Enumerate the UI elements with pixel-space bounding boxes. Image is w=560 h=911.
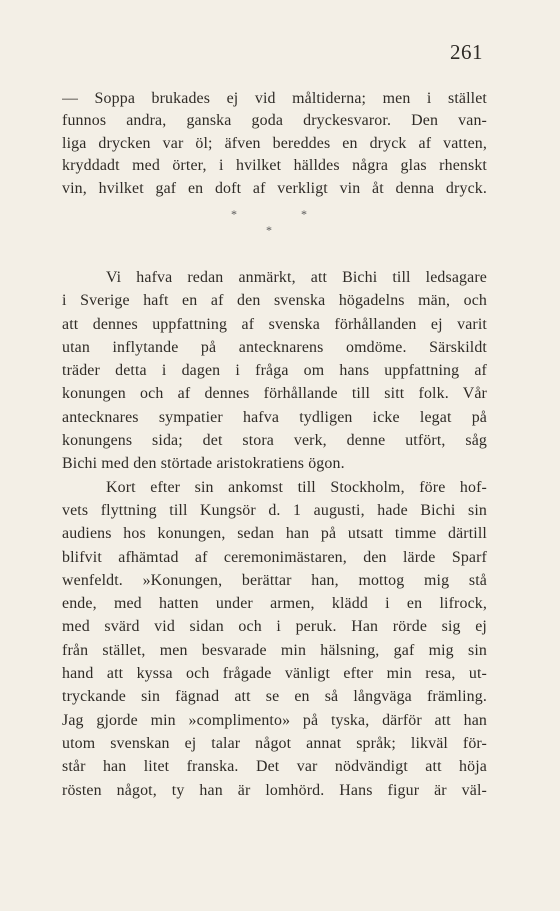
asterisk-ornament: * — [266, 223, 272, 237]
text-line: Bichi med den störtade aristokratiens ögon. — [62, 455, 345, 473]
text-line: med svärd vid sidan och i peruk. Han rörde sig ej — [62, 618, 487, 636]
text-line: konungens sida; det stora verk, denne utfört, såg — [62, 432, 487, 450]
text-line: vin, hvilket gaf en doft af verkligt vin åt denna dryck. — [62, 179, 487, 197]
text-line: vets flyttning till Kungsör d. 1 augusti, hade Bichi sin — [62, 501, 487, 519]
paragraph-bichi-audience — [62, 266, 487, 802]
text-line: rösten något, ty han är lomhörd. Hans figur är väl- — [62, 781, 487, 799]
text-line: Vi hafva redan anmärkt, att Bichi till ledsagare — [106, 269, 487, 286]
asterisk-ornament: * — [301, 207, 307, 221]
section-separator — [0, 208, 560, 240]
text-line: ende, med hatten under armen, klädd i en lifrock, — [62, 595, 487, 613]
text-line: Jag gjorde min »complimento» på tyska, därför att han — [62, 711, 487, 729]
text-line: står han litet franska. Det var nödvändigt att höja — [62, 758, 487, 776]
text-line: tryckande sin fägnad att se en så långväga främling. — [62, 688, 487, 706]
text-line: funnos andra, ganska goda dryckesvaror. Den van- — [62, 112, 487, 130]
text-line: kryddadt med örter, i hvilket hälldes några glas rhenskt — [62, 157, 487, 175]
text-line: att dennes uppfattning af svenska förhållanden ej varit — [62, 315, 487, 333]
text-line: konungen och af dennes förhållande till sitt folk. Vår — [62, 385, 487, 403]
text-line: blifvit afhämtad af ceremonimästaren, den lärde Sparf — [62, 548, 487, 566]
text-line: från stället, men besvarade min hälsning, gaf mig sin — [62, 641, 487, 659]
text-line: utom svenskan ej talar något annat språk; likväl för- — [62, 734, 487, 752]
text-line: liga drycken var öl; äfven bereddes en dryck af vatten, — [62, 134, 487, 152]
text-line: audiens hos konungen, sedan han på utsatt timme därtill — [62, 525, 487, 543]
text-line: Kort efter sin ankomst till Stockholm, före hof- — [106, 478, 487, 496]
text-line: wenfeldt. »Konungen, berättar han, mottog mig stå — [62, 571, 487, 589]
page-number: 261 — [450, 40, 483, 64]
text-line: träder detta i dagen i fråga om hans uppfattning af — [62, 362, 487, 380]
text-line: antecknares sympatier hafva tydligen icke legat på — [62, 408, 487, 426]
text-line: hand att kyssa och frågade vänligt efter min resa, ut- — [62, 665, 487, 683]
text-line: i Sverige haft en af den svenska högadelns män, och — [62, 292, 487, 310]
asterisk-ornament: * — [231, 207, 237, 221]
paragraph-beverages — [62, 88, 487, 200]
text-line: — Soppa brukades ej vid måltiderna; men i stället — [62, 90, 487, 107]
text-line: utan inflytande på antecknarens omdöme. Särskildt — [62, 338, 487, 356]
